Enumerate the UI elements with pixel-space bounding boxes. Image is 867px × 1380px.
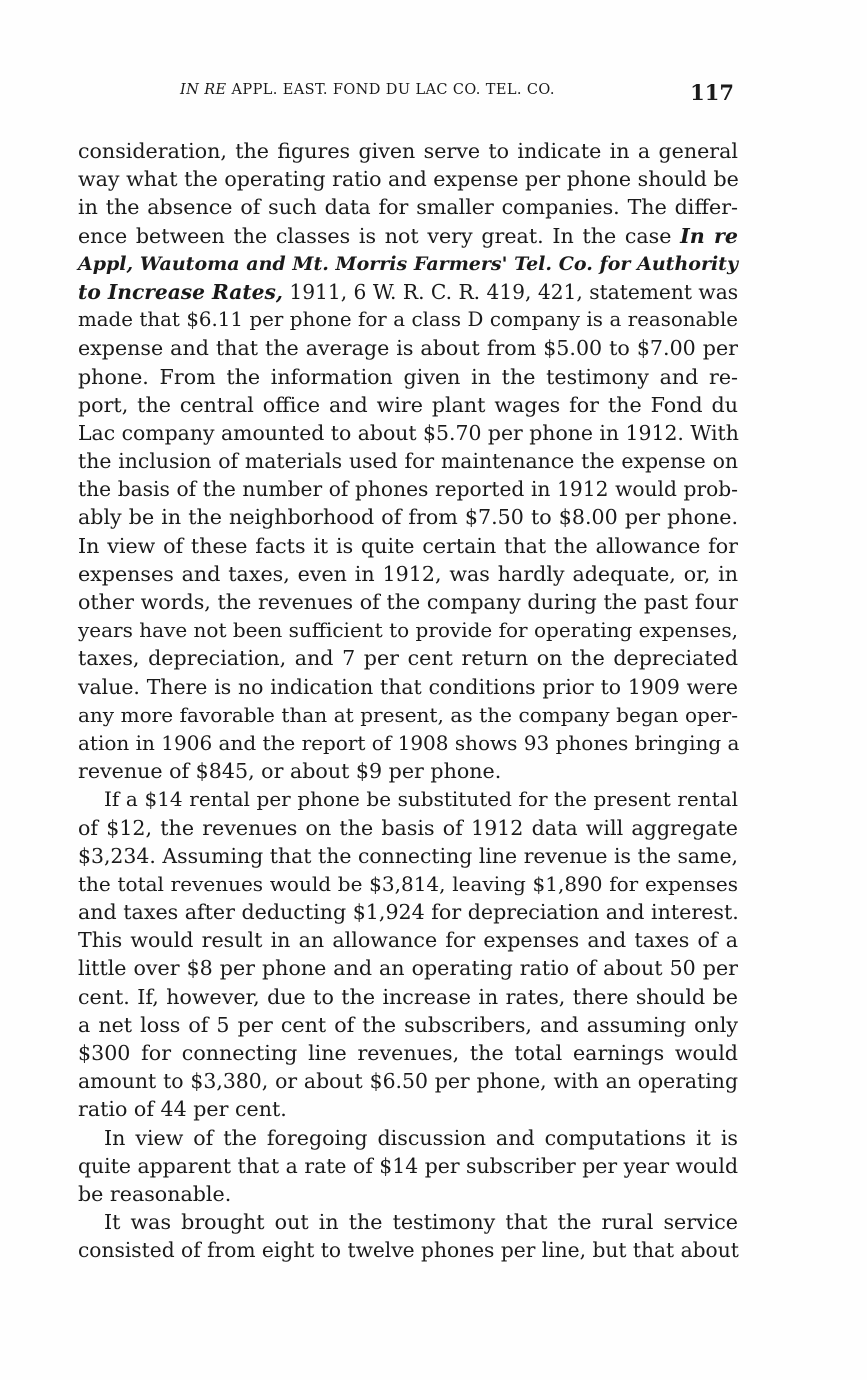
text-line: port, the central office and wire plant wages for the Fond du bbox=[78, 392, 738, 417]
text-line: It was brought out in the testimony that the rural service bbox=[104, 1210, 738, 1235]
text-line: little over $8 per phone and an operating ratio of about 50 per bbox=[78, 956, 738, 981]
text-line-with-citation bbox=[78, 278, 738, 306]
case-citation-name-end: to Increase Rates, bbox=[78, 279, 283, 304]
text-line: amount to $3,380, or about $6.50 per phone, with an operating bbox=[78, 1069, 738, 1094]
text-line: the total revenues would be $3,814, leaving $1,890 for expenses bbox=[78, 871, 738, 896]
text-segment: ence between the classes is not very great. In the case bbox=[78, 223, 672, 248]
text-line: other words, the revenues of the company during the past four bbox=[78, 590, 738, 614]
case-citation-name: Appl, Wautoma and Mt. Morris Farmers' Tel. Co. for Authority bbox=[78, 252, 738, 275]
text-line: of $12, the revenues on the basis of 1912 data will aggregate bbox=[78, 815, 738, 840]
citation-reference: 1911, 6 W. R. C. R. 419, 421, statement was bbox=[289, 279, 739, 304]
case-citation-in-re: In re bbox=[680, 223, 738, 248]
text-line: taxes, depreciation, and 7 per cent return on the depreciated bbox=[78, 646, 738, 671]
text-line: In view of these facts it is quite certain that the allowance for bbox=[78, 533, 738, 558]
text-line: $300 for connecting line revenues, the total earnings would bbox=[78, 1041, 738, 1065]
running-title-italic: IN RE bbox=[180, 82, 227, 98]
text-line: way what the operating ratio and expense per phone should be bbox=[78, 167, 739, 192]
text-line: If a $14 rental per phone be substituted for the present rental bbox=[104, 787, 738, 812]
text-line: consisted of from eight to twelve phones per line, but that about bbox=[78, 1238, 739, 1263]
text-line: quite apparent that a rate of $14 per subscriber per year would bbox=[78, 1153, 738, 1178]
body-text bbox=[78, 137, 738, 1265]
text-line: expense and that the average is about from $5.00 to $7.00 per bbox=[78, 336, 738, 361]
running-header bbox=[78, 80, 738, 110]
text-line: the inclusion of materials used for maintenance the expense on bbox=[78, 449, 738, 474]
text-line: and taxes after deducting $1,924 for depreciation and interest. bbox=[78, 900, 739, 925]
text-line: any more favorable than at present, as the company began oper- bbox=[78, 702, 738, 727]
page-number: 117 bbox=[690, 80, 734, 105]
paragraph-4 bbox=[78, 1208, 738, 1264]
text-line: the basis of the number of phones reported in 1912 would prob- bbox=[78, 477, 738, 502]
running-title-text: APPL. EAST. FOND DU LAC CO. TEL. CO. bbox=[231, 82, 555, 98]
case-citation-title bbox=[78, 250, 738, 278]
text-line: cent. If, however, due to the increase in rates, there should be bbox=[78, 984, 738, 1009]
paragraph-2 bbox=[78, 785, 738, 1123]
running-title bbox=[180, 82, 555, 98]
text-line: value. There is no indication that conditions prior to 1909 were bbox=[78, 674, 738, 699]
text-line: made that $6.11 per phone for a class D company is a reasonable bbox=[78, 308, 738, 332]
text-line: ratio of 44 per cent. bbox=[78, 1097, 287, 1122]
text-line: In view of the foregoing discussion and computations it is bbox=[104, 1125, 738, 1150]
text-line: expenses and taxes, even in 1912, was hardly adequate, or, in bbox=[78, 561, 738, 586]
text-line: revenue of $845, or about $9 per phone. bbox=[78, 759, 502, 784]
text-line: in the absence of such data for smaller companies. The differ- bbox=[78, 195, 738, 220]
text-line: ation in 1906 and the report of 1908 shows 93 phones bringing a bbox=[78, 730, 740, 755]
text-line: ably be in the neighborhood of from $7.50 to $8.00 per phone. bbox=[78, 505, 738, 530]
paragraph-1 bbox=[78, 137, 738, 785]
text-line: phone. From the information given in the testimony and re- bbox=[78, 364, 738, 389]
text-line: This would result in an allowance for expenses and taxes of a bbox=[78, 928, 738, 953]
text-line: years have not been sufficient to provide for operating expenses, bbox=[78, 618, 738, 643]
text-line: be reasonable. bbox=[78, 1181, 232, 1206]
text-line: a net loss of 5 per cent of the subscribers, and assuming only bbox=[78, 1012, 738, 1037]
text-line: $3,234. Assuming that the connecting line revenue is the same, bbox=[78, 843, 738, 868]
text-line: Lac company amounted to about $5.70 per phone in 1912. With bbox=[78, 420, 739, 445]
text-line: consideration, the figures given serve to indicate in a general bbox=[78, 139, 738, 163]
paragraph-3 bbox=[78, 1124, 738, 1209]
text-line-with-citation bbox=[78, 222, 738, 250]
